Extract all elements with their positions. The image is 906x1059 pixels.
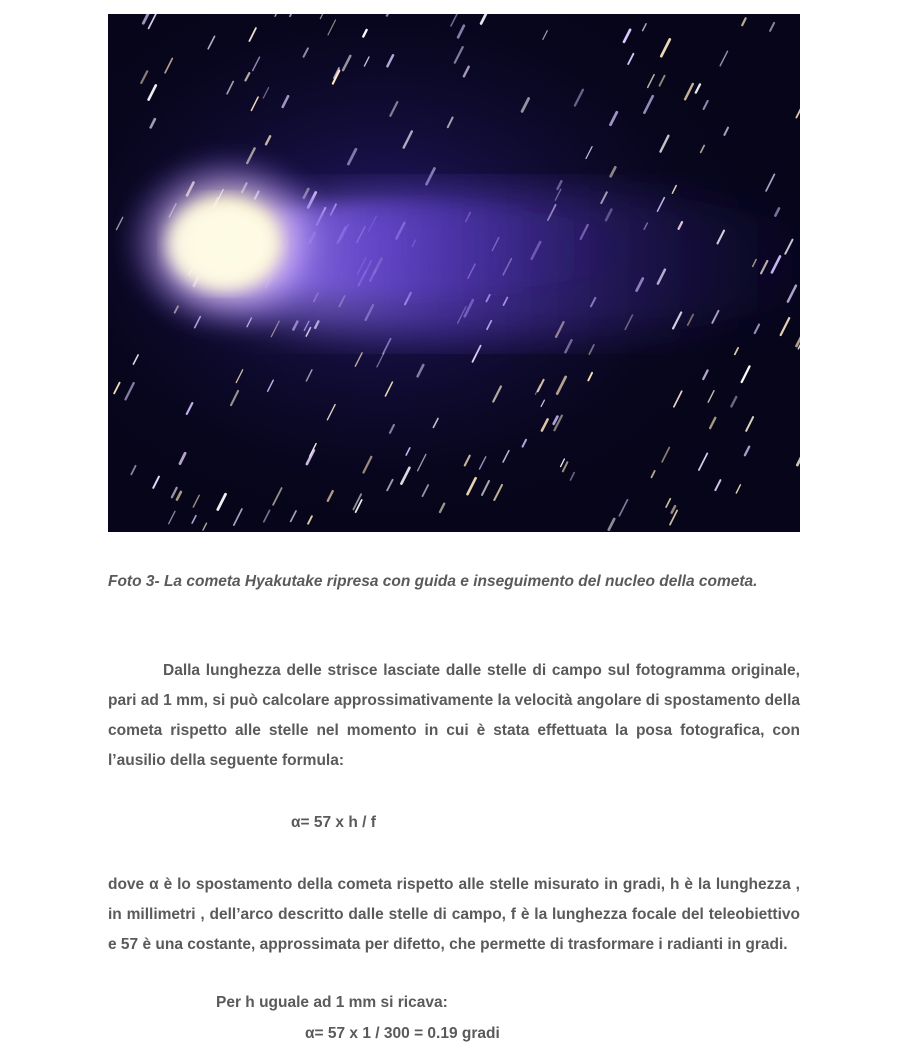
calculation-intro: Per h uguale ad 1 mm si ricava:: [216, 994, 448, 1011]
formula-general: α= 57 x h / f: [291, 814, 376, 831]
photo-caption: Foto 3- La cometa Hyakutake ripresa con guida e inseguimento del nucleo della cometa.: [108, 573, 758, 590]
comet-image: [108, 14, 800, 532]
paragraph-explanation: dove α è lo spostamento della cometa rispetto alle stelle misurato in gradi, h è la lunghezza , in millimetri , dell’arco descritto dalle stelle di campo, f è la lunghezza focale del teleobiettivo e 57 è una costante, approssimata per difetto, che permette di trasformare i radianti in gradi.: [108, 876, 800, 953]
paragraph-intro: Dalla lunghezza delle strisce lasciate dalle stelle di campo sul fotogramma originale, pari ad 1 mm, si può calcolare approssimativamente la velocità angolare di spostamento della cometa rispetto alle stelle nel momento in cui è stata effettuata la posa fotografica, con l’ausilio della seguente formula:: [108, 662, 800, 769]
comet-photo: [108, 14, 800, 532]
formula-result: α= 57 x 1 / 300 = 0.19 gradi: [305, 1025, 500, 1042]
